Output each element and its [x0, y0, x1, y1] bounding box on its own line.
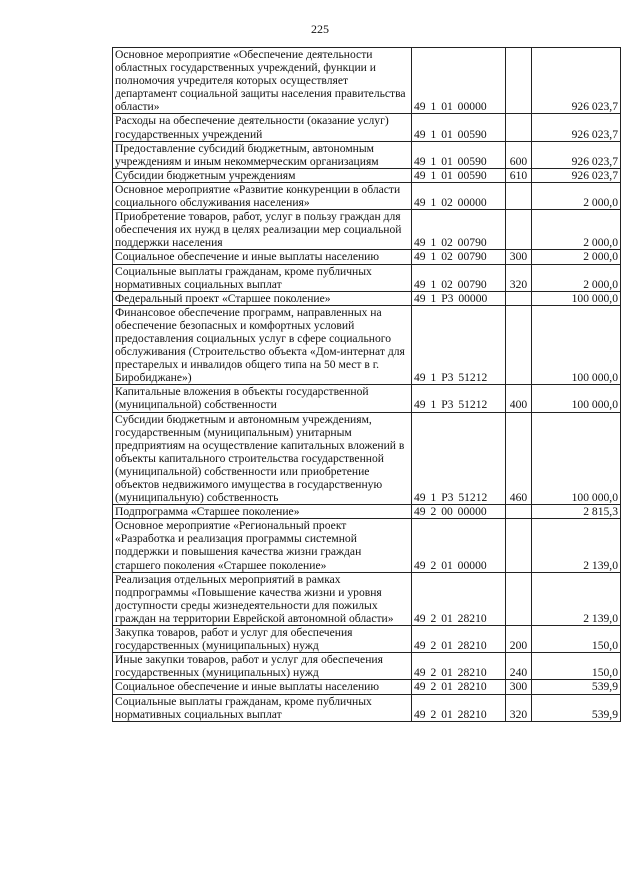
row-code: 49 2 01 28210 — [412, 680, 506, 694]
row-vr: 460 — [506, 412, 532, 505]
table-row — [113, 182, 621, 209]
row-amount: 100 000,0 — [532, 385, 621, 412]
row-code: 49 1 02 00790 — [412, 250, 506, 264]
row-code: 49 1 01 00590 — [412, 141, 506, 168]
row-amount: 100 000,0 — [532, 291, 621, 305]
row-amount: 2 000,0 — [532, 250, 621, 264]
row-code: 49 1 02 00790 — [412, 210, 506, 250]
row-code: 49 1 P3 51212 — [412, 412, 506, 505]
table-row — [113, 505, 621, 519]
row-amount: 2 000,0 — [532, 210, 621, 250]
row-vr: 300 — [506, 680, 532, 694]
row-code: 49 1 P3 00000 — [412, 291, 506, 305]
row-name: Социальное обеспечение и иные выплаты населению — [113, 680, 412, 694]
table-row — [113, 572, 621, 625]
row-amount: 2 139,0 — [532, 572, 621, 625]
table-row — [113, 210, 621, 250]
row-vr: 320 — [506, 694, 532, 721]
row-name: Закупка товаров, работ и услуг для обеспечения государственных (муниципальных) нужд — [113, 626, 412, 653]
row-code: 49 1 01 00590 — [412, 114, 506, 141]
row-name: Субсидии бюджетным и автономным учреждениям, государственным (муниципальным) унитарным предприятиям на осуществление капитальных вложений в объекты капитального строительства государственной (муниципальной) собственности или приобретение объектов недвижимого имущества в государственную (муниципальную) собственность — [113, 412, 412, 505]
row-code: 49 2 00 00000 — [412, 505, 506, 519]
table-row — [113, 291, 621, 305]
row-amount: 150,0 — [532, 653, 621, 680]
row-vr — [506, 291, 532, 305]
row-amount: 2 000,0 — [532, 264, 621, 291]
page-number: 225 — [311, 22, 329, 36]
row-vr — [506, 48, 532, 114]
row-name: Основное мероприятие «Развитие конкуренции в области социального обслуживания населения» — [113, 182, 412, 209]
row-vr: 300 — [506, 250, 532, 264]
table-row — [113, 168, 621, 182]
row-code: 49 2 01 28210 — [412, 653, 506, 680]
row-amount: 539,9 — [532, 680, 621, 694]
row-amount: 2 000,0 — [532, 182, 621, 209]
row-name: Основное мероприятие «Обеспечение деятельности областных государственных учреждений, функции и полномочия учредителя которых осуществляет департамент социальной защиты населения правительства области» — [113, 48, 412, 114]
row-amount: 100 000,0 — [532, 412, 621, 505]
row-amount: 539,9 — [532, 694, 621, 721]
row-name: Реализация отдельных мероприятий в рамках подпрограммы «Повышение качества жизни и уровня доступности среды жизнедеятельности для пожилых граждан на территории Еврейской автономной области» — [113, 572, 412, 625]
row-vr — [506, 182, 532, 209]
row-vr: 600 — [506, 141, 532, 168]
row-code: 49 2 01 28210 — [412, 626, 506, 653]
row-vr: 610 — [506, 168, 532, 182]
row-vr: 200 — [506, 626, 532, 653]
row-name: Финансовое обеспечение программ, направленных на обеспечение безопасных и комфортных условий предоставления социальных услуг в сфере социального обслуживания (Строительство объекта «Дом-интернат для престарелых и инвалидов общего типа на 50 мест в г. Биробиджане») — [113, 305, 412, 385]
row-code: 49 1 02 00790 — [412, 264, 506, 291]
row-vr: 240 — [506, 653, 532, 680]
row-amount: 926 023,7 — [532, 168, 621, 182]
row-amount: 2 815,3 — [532, 505, 621, 519]
row-name: Подпрограмма «Старшее поколение» — [113, 505, 412, 519]
row-amount: 150,0 — [532, 626, 621, 653]
table-row — [113, 694, 621, 721]
table-row — [113, 519, 621, 572]
table-row — [113, 626, 621, 653]
table-row — [113, 250, 621, 264]
row-vr — [506, 305, 532, 385]
row-name: Основное мероприятие «Региональный проект «Разработка и реализация программы системной поддержки и повышения качества жизни граждан старшего поколения «Старшее поколение» — [113, 519, 412, 572]
row-vr — [506, 572, 532, 625]
row-vr: 320 — [506, 264, 532, 291]
row-amount: 2 139,0 — [532, 519, 621, 572]
budget-table-body — [113, 48, 621, 722]
row-name: Субсидии бюджетным учреждениям — [113, 168, 412, 182]
row-code: 49 2 01 28210 — [412, 572, 506, 625]
row-vr: 400 — [506, 385, 532, 412]
row-amount: 926 023,7 — [532, 48, 621, 114]
table-row — [113, 114, 621, 141]
row-vr — [506, 505, 532, 519]
row-code: 49 2 01 28210 — [412, 694, 506, 721]
row-vr — [506, 519, 532, 572]
row-vr — [506, 114, 532, 141]
row-code: 49 2 01 00000 — [412, 519, 506, 572]
table-row — [113, 141, 621, 168]
table-row — [113, 48, 621, 114]
row-name: Капитальные вложения в объекты государственной (муниципальной) собственности — [113, 385, 412, 412]
table-row — [113, 264, 621, 291]
budget-table — [112, 47, 621, 722]
table-row — [113, 412, 621, 505]
table-row — [113, 305, 621, 385]
row-code: 49 1 01 00590 — [412, 168, 506, 182]
row-code: 49 1 P3 51212 — [412, 385, 506, 412]
row-name: Социальные выплаты гражданам, кроме публичных нормативных социальных выплат — [113, 264, 412, 291]
row-amount: 926 023,7 — [532, 114, 621, 141]
row-name: Предоставление субсидий бюджетным, автономным учреждениям и иным некоммерческим организациям — [113, 141, 412, 168]
row-name: Расходы на обеспечение деятельности (оказание услуг) государственных учреждений — [113, 114, 412, 141]
row-code: 49 1 P3 51212 — [412, 305, 506, 385]
table-row — [113, 680, 621, 694]
row-name: Приобретение товаров, работ, услуг в пользу граждан для обеспечения их нужд в целях реализации мер социальной поддержки населения — [113, 210, 412, 250]
row-name: Иные закупки товаров, работ и услуг для обеспечения государственных (муниципальных) нужд — [113, 653, 412, 680]
row-code: 49 1 02 00000 — [412, 182, 506, 209]
row-name: Федеральный проект «Старшее поколение» — [113, 291, 412, 305]
table-row — [113, 653, 621, 680]
table-row — [113, 385, 621, 412]
row-amount: 100 000,0 — [532, 305, 621, 385]
row-vr — [506, 210, 532, 250]
row-code: 49 1 01 00000 — [412, 48, 506, 114]
row-name: Социальное обеспечение и иные выплаты населению — [113, 250, 412, 264]
row-amount: 926 023,7 — [532, 141, 621, 168]
row-name: Социальные выплаты гражданам, кроме публичных нормативных социальных выплат — [113, 694, 412, 721]
